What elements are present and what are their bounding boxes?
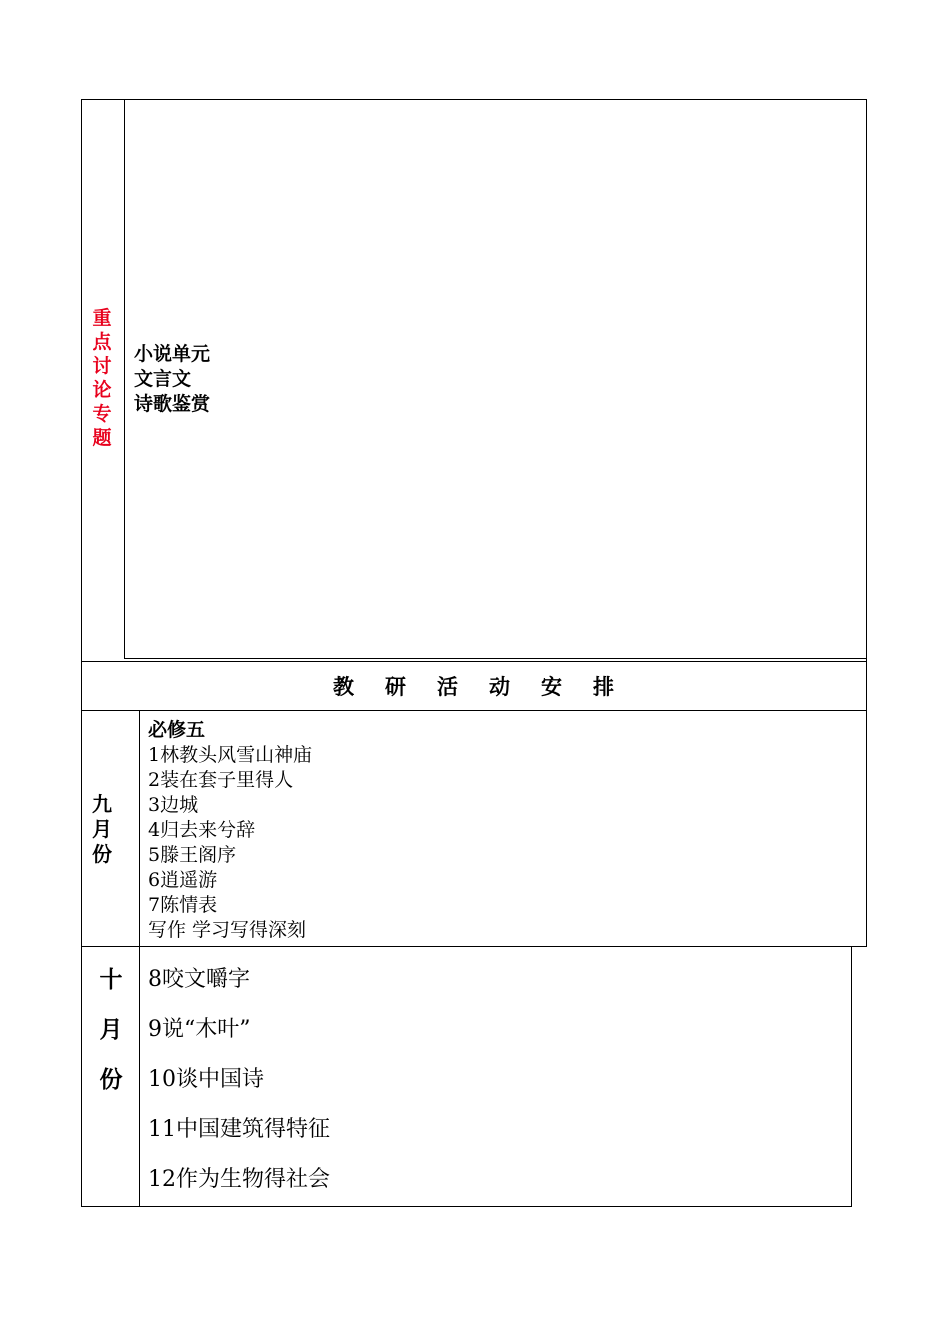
september-label-char: 月: [92, 817, 112, 841]
september-lesson-item: 3边城: [148, 794, 199, 816]
october-label-char: 十: [99, 967, 123, 993]
focus-label-char: 专: [92, 403, 112, 425]
october-lesson-item: 12作为生物得社会: [148, 1167, 330, 1192]
focus-topics-label: [86, 306, 118, 450]
september-label-char: 九: [92, 792, 112, 816]
october-lesson-item: 8咬文嚼字: [148, 967, 250, 992]
september-label: [85, 792, 119, 867]
focus-topic-item: 诗歌鉴赏: [134, 393, 211, 415]
activity-title-char: 教: [333, 675, 355, 699]
focus-label-divider: [124, 99, 125, 659]
focus-topic-item: 文言文: [134, 368, 192, 390]
activity-title: [82, 662, 866, 710]
september-lesson-item: 7陈情表: [148, 894, 218, 916]
focus-label-char: 论: [92, 379, 112, 401]
september-lesson-item: 5滕王阁序: [148, 844, 237, 866]
focus-topics-list: [134, 342, 210, 417]
september-heading: 必修五: [148, 719, 206, 741]
october-label-char: 份: [99, 1067, 123, 1093]
focus-label-char: 题: [92, 427, 112, 449]
activity-title-char: 研: [385, 675, 407, 699]
focus-label-char: 讨: [92, 355, 112, 377]
september-lesson-list: [148, 718, 312, 943]
focus-bottom-inner-line: [124, 658, 867, 659]
september-lesson-item: 1林教头风雪山神庙: [148, 744, 313, 766]
september-lesson-item: 写作 学习写得深刻: [148, 919, 307, 941]
october-lesson-item: 11中国建筑得特征: [148, 1117, 330, 1142]
september-lesson-item: 2装在套子里得人: [148, 769, 294, 791]
activity-title-char: 安: [541, 675, 563, 699]
october-label-char: 月: [99, 1017, 123, 1043]
focus-label-char: 点: [92, 331, 112, 353]
activity-title-char: 动: [489, 675, 511, 699]
september-lesson-item: 4归去来兮辞: [148, 819, 256, 841]
october-lesson-item: 9说“木叶”: [148, 1017, 251, 1042]
september-label-divider: [139, 710, 140, 947]
activity-title-char: 活: [437, 675, 459, 699]
september-lesson-item: 6逍遥游: [148, 869, 218, 891]
focus-label-char: 重: [92, 307, 112, 329]
october-lesson-item: 10谈中国诗: [148, 1067, 264, 1092]
october-lesson-list: [148, 955, 330, 1205]
october-label-divider: [139, 946, 140, 1207]
september-label-char: 份: [92, 842, 112, 866]
activity-title-char: 排: [593, 675, 615, 699]
october-label: [88, 955, 134, 1105]
focus-topic-item: 小说单元: [134, 343, 211, 365]
